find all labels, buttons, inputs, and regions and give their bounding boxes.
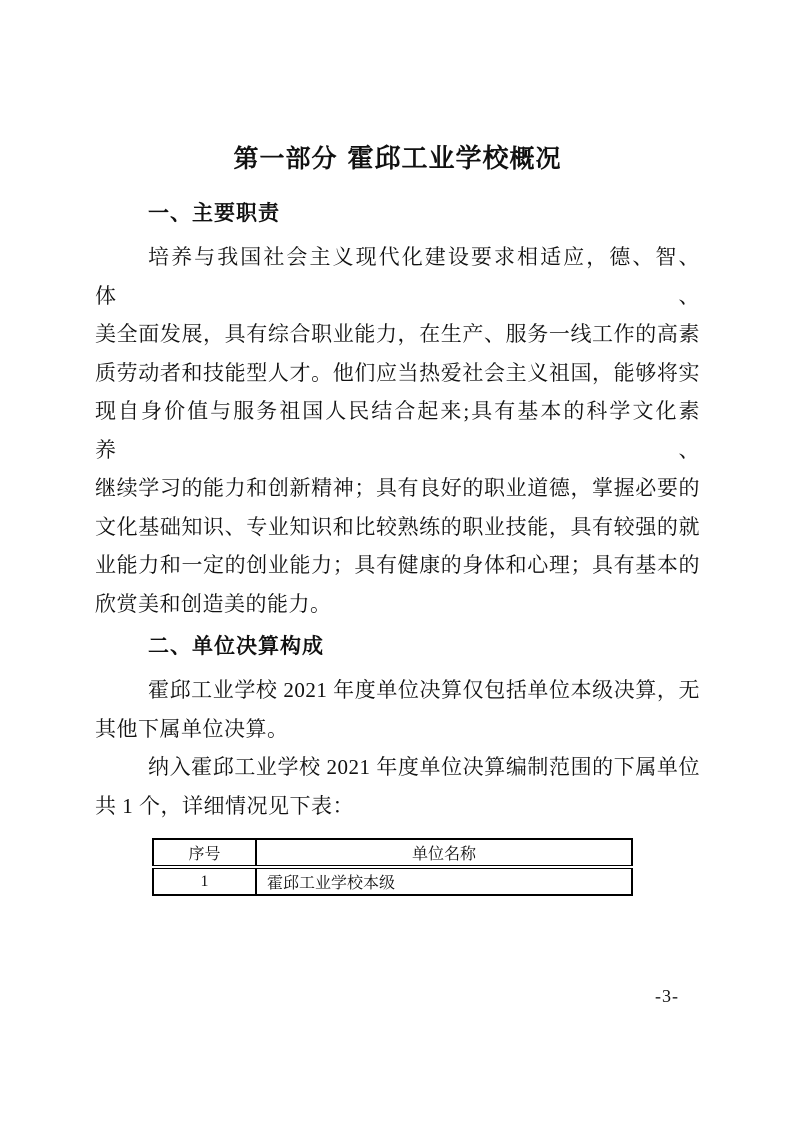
body-line: 文化基础知识、专业知识和比较熟练的职业技能，具有较强的就 [95,514,700,539]
table-header-row [153,839,632,867]
table-header-unit-name: 单位名称 [256,839,632,867]
table-row [153,867,632,895]
title-suffix: 概况 [509,145,562,173]
body-line: 共 1 个，详细情况见下表： [95,793,354,818]
body-line: 业能力和一定的创业能力；具有健康的身体和心理；具有基本的 [95,553,700,577]
section2-paragraphs [95,671,700,825]
page-title [95,140,700,177]
body-line: 欣赏美和创造美的能力。 [95,591,332,616]
subordinate-units-table [152,838,633,896]
body-line: 其他下属单位决算。 [95,716,289,741]
body-line: 霍邱工业学校 2021 年度单位决算仅包括单位本级决算，无 [148,678,700,702]
body-line: 现自身价值与服务祖国人民结合起来;具有基本的科学文化素养、 [95,399,700,462]
body-line: 美全面发展，具有综合职业能力，在生产、服务一线工作的高素 [95,322,700,346]
document-content [95,140,700,896]
body-line: 纳入霍邱工业学校 2021 年度单位决算编制范围的下属单位 [148,755,700,779]
body-line: 继续学习的能力和创新精神；具有良好的职业道德，掌握必要的 [95,476,700,500]
table-header-seq: 序号 [153,839,256,867]
body-line: 培养与我国社会主义现代化建设要求相适应，德、智、体、 [95,245,700,308]
page-number: -3- [655,986,679,1006]
table-cell-unit-name: 霍邱工业学校本级 [256,867,632,895]
table-cell-seq: 1 [153,867,256,895]
title-part-label: 第一部分 [233,145,338,173]
section2-heading: 二、单位决算构成 [148,635,324,658]
title-school-name: 霍邱工业学校 [347,143,510,173]
section1-heading: 一、主要职责 [148,202,280,225]
section1-paragraph [95,238,700,623]
body-line: 质劳动者和技能型人才。他们应当热爱社会主义祖国，能够将实 [95,360,700,385]
